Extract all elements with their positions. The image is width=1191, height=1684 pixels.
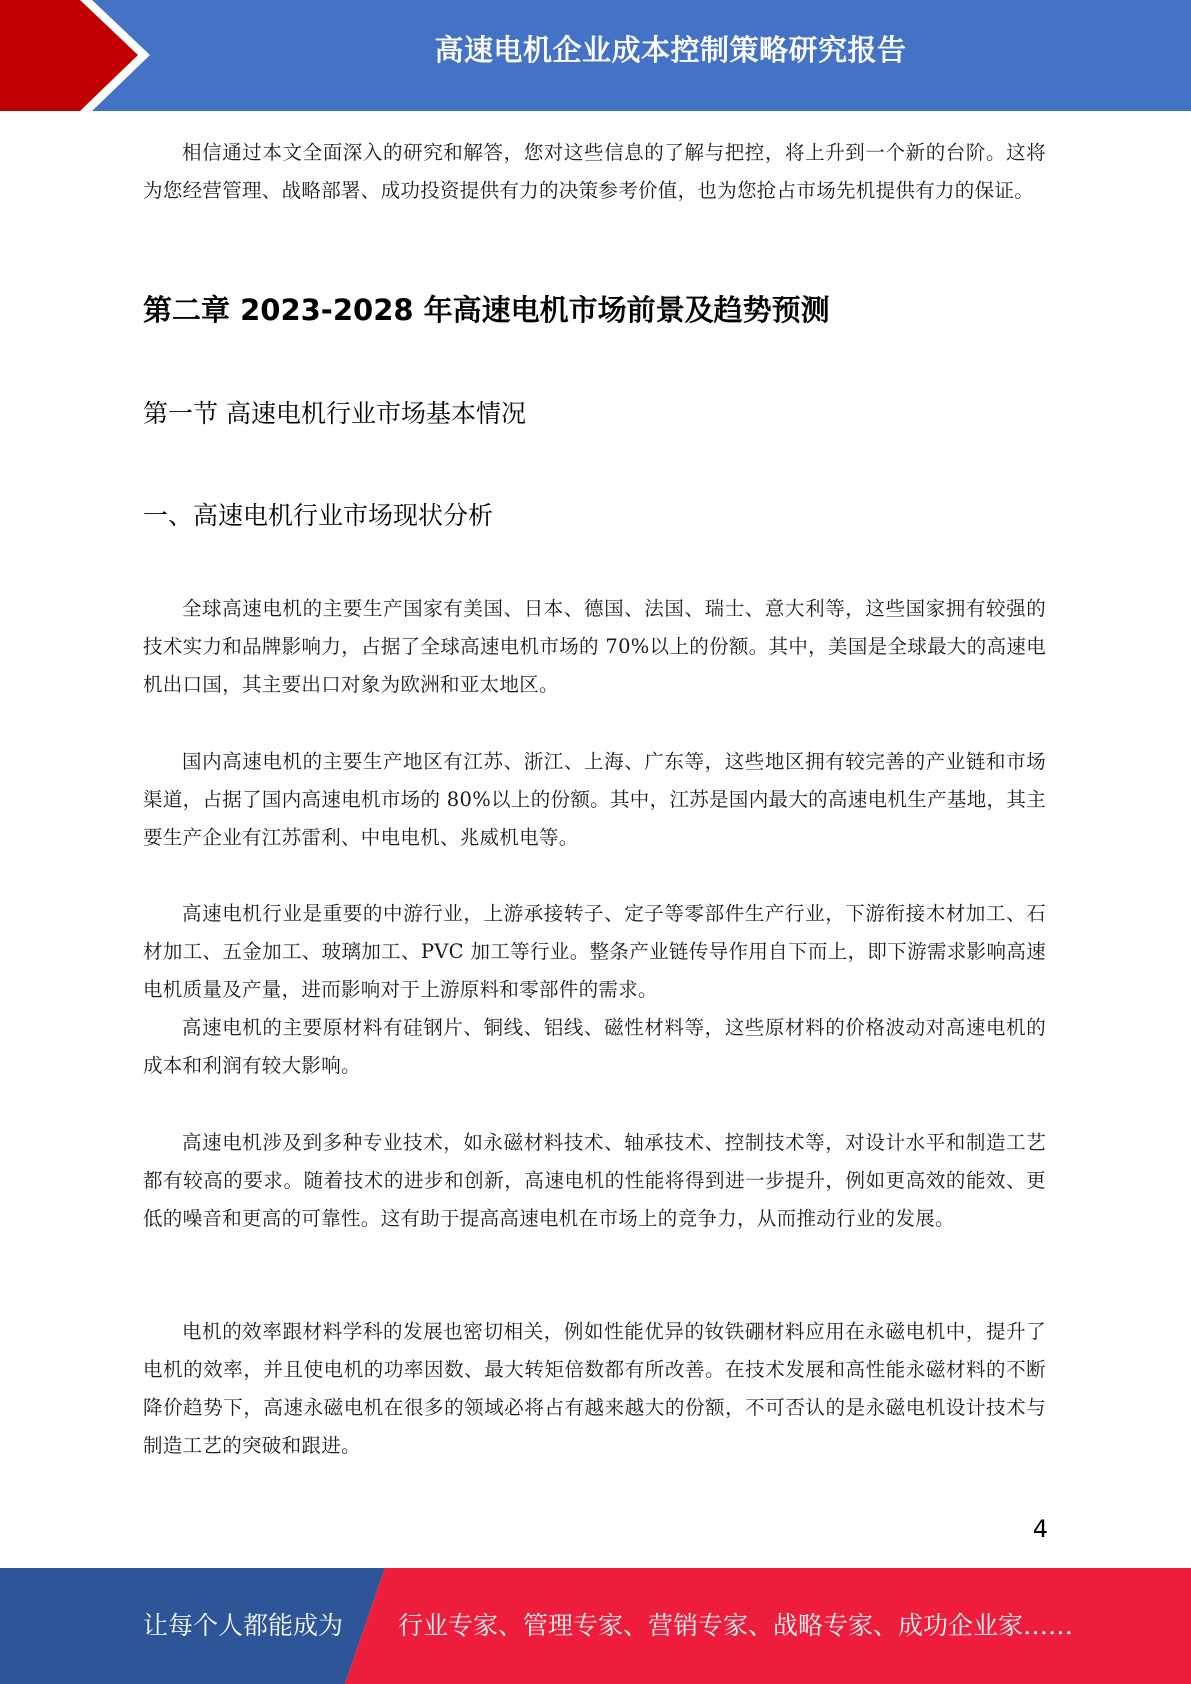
paragraph-block-5 [143, 1124, 1046, 1238]
body-paragraph: 高速电机涉及到多种专业技术，如永磁材料技术、轴承技术、控制技术等，对设计水平和制造工艺都有较高的要求。随着技术的进步和创新，高速电机的性能将得到进一步提升，例如更高效的能效、更低的噪音和更高的可靠性。这有助于提高高速电机在市场上的竞争力，从而推动行业的发展。 [143, 1131, 1046, 1230]
body-paragraph: 高速电机的主要原材料有硅钢片、铜线、铝线、磁性材料等，这些原材料的价格波动对高速电机的成本和利润有较大影响。 [143, 1016, 1046, 1077]
paragraph-block-1 [143, 590, 1046, 704]
paragraph-block-2 [143, 743, 1046, 857]
subsection-title: 一、高速电机行业市场现状分析 [143, 501, 494, 530]
body-paragraph: 电机的效率跟材料学科的发展也密切相关，例如性能优异的钕铁硼材料应用在永磁电机中，提升了电机的效率，并且使电机的功率因数、最大转矩倍数都有所改善。在技术发展和高性能永磁材料的不断降价趋势下，高速永磁电机在很多的领域必将占有越来越大的份额，不可否认的是永磁电机设计技术与制造工艺的突破和跟进。 [143, 1320, 1046, 1457]
intro-paragraph-block [143, 134, 1046, 210]
page-footer [0, 1568, 1191, 1684]
paragraph-block-4 [143, 1009, 1046, 1085]
body-paragraph: 国内高速电机的主要生产地区有江苏、浙江、上海、广东等，这些地区拥有较完善的产业链和市场渠道，占据了国内高速电机市场的 80%以上的份额。其中，江苏是国内最大的高速电机生产基地，其主要生产企业有江苏雷利、中电电机、兆威机电等。 [143, 750, 1046, 849]
section-title: 第一节 高速电机行业市场基本情况 [143, 399, 526, 428]
body-paragraph: 全球高速电机的主要生产国家有美国、日本、德国、法国、瑞士、意大利等，这些国家拥有较强的技术实力和品牌影响力，占据了全球高速电机市场的 70%以上的份额。其中，美国是全球最大的高速电机出口国，其主要出口对象为欧洲和亚太地区。 [143, 597, 1046, 696]
footer-slogan-left: 让每个人都能成为 [143, 1611, 344, 1640]
chevron-red-shape [0, 0, 138, 111]
intro-paragraph: 相信通过本文全面深入的研究和解答，您对这些信息的了解与把控，将上升到一个新的台阶。这将为您经营管理、战略部署、成功投资提供有力的决策参考价值，也为您抢占市场先机提供有力的保证。 [143, 141, 1046, 202]
header-chevron-decoration [0, 0, 160, 111]
page-number: 4 [1032, 1515, 1048, 1543]
paragraph-block-3 [143, 895, 1046, 1009]
footer-slogan-right: 行业专家、管理专家、营销专家、战略专家、成功企业家…… [398, 1611, 1074, 1640]
body-paragraph: 高速电机行业是重要的中游行业，上游承接转子、定子等零部件生产行业，下游衔接木材加工、石材加工、五金加工、玻璃加工、PVC 加工等行业。整条产业链传导作用自下而上，即下游需求影响高速电机质量及产量，进而影响对于上游原料和零部件的需求。 [143, 902, 1046, 1001]
page-header [0, 0, 1191, 111]
report-title: 高速电机企业成本控制策略研究报告 [434, 33, 907, 67]
chapter-title: 第二章 2023-2028 年高速电机市场前景及趋势预测 [143, 293, 830, 327]
paragraph-block-6 [143, 1313, 1046, 1465]
